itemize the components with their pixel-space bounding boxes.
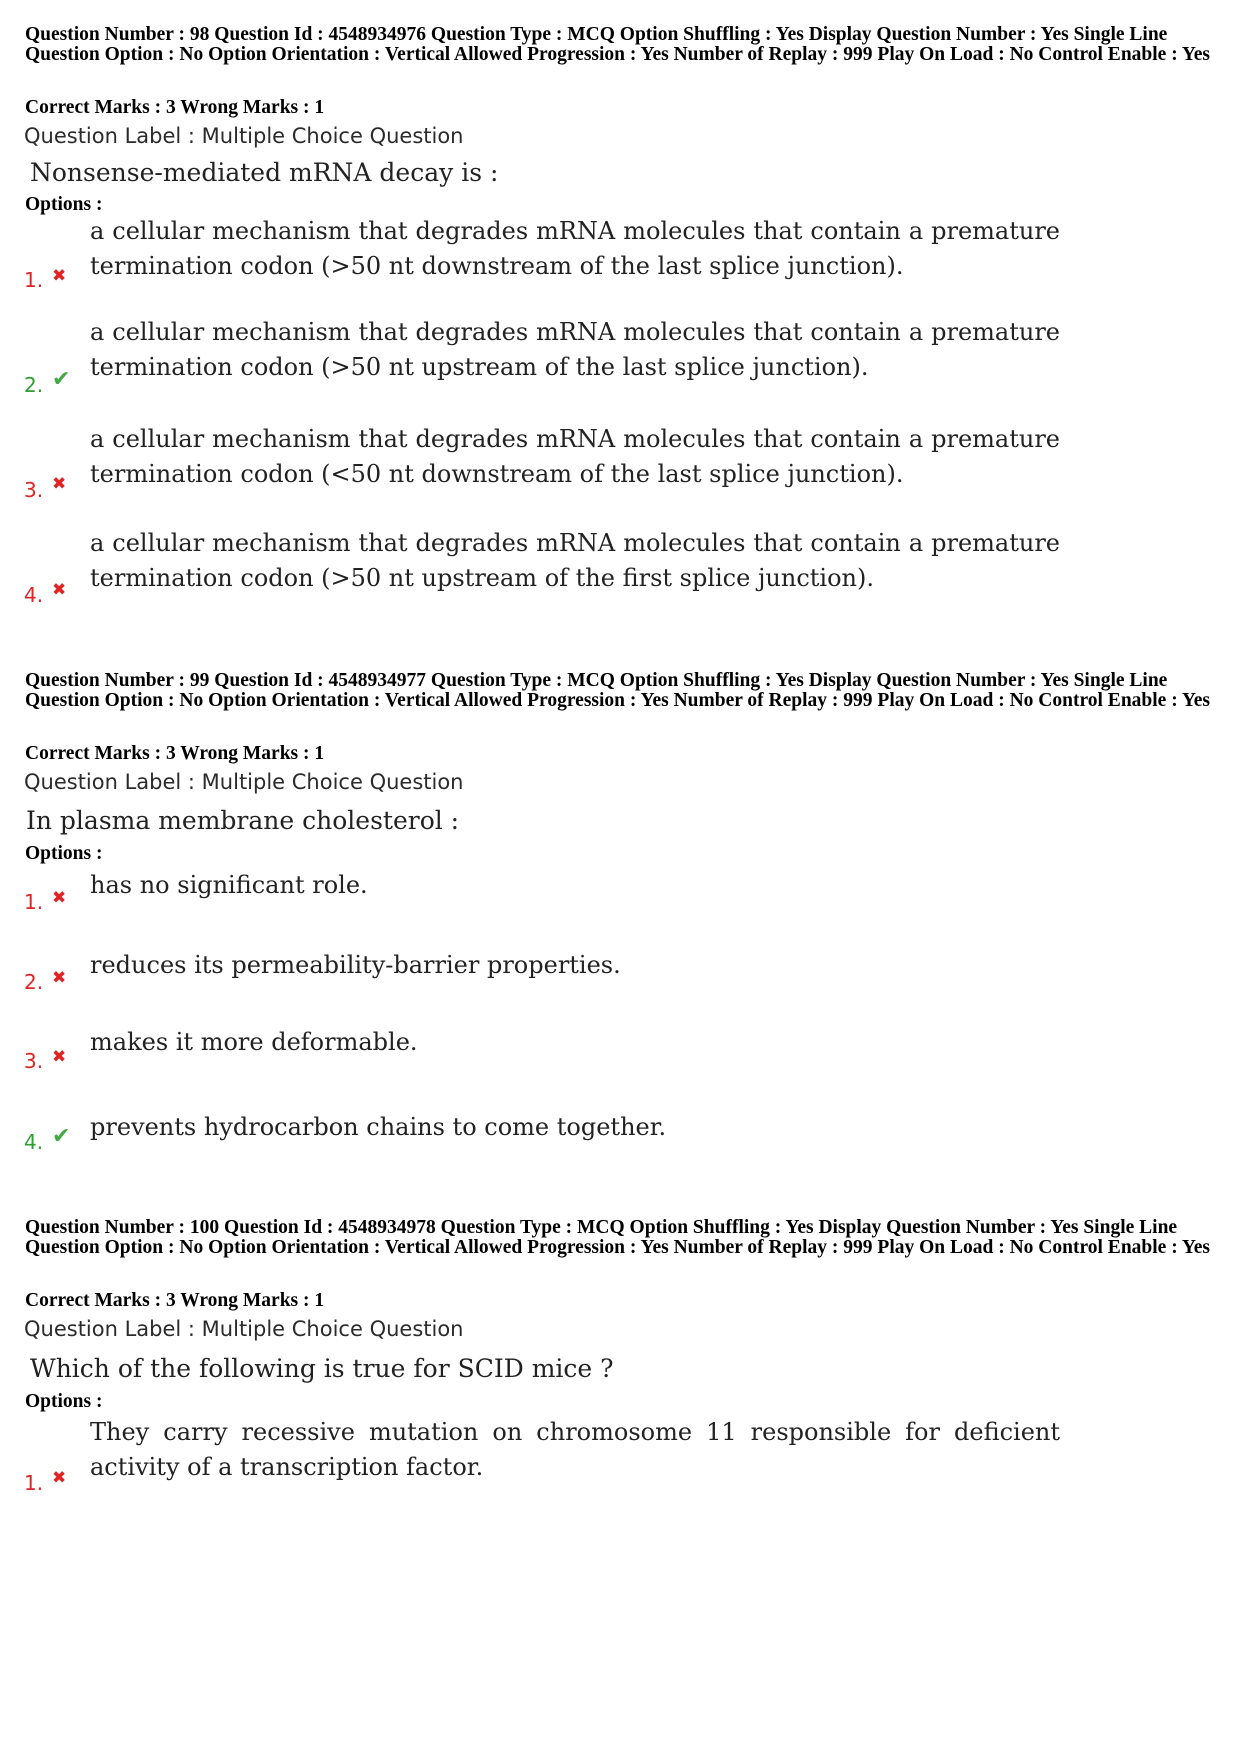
options-label: Options :	[25, 843, 103, 864]
question-text: Which of the following is true for SCID mice ?	[30, 1354, 614, 1383]
option-text: a cellular mechanism that degrades mRNA molecules that contain a premature termination codon (>50 nt upstream of the first splice junction).	[90, 529, 1060, 592]
option-number: 4.	[24, 583, 44, 607]
question-meta: Question Number : 100 Question Id : 4548934978 Question Type : MCQ Option Shuffling : Yes Display Question Number : Yes Single Line Question Option : No Option Orientation : Vertical Allowed Progression : Yes Number of Replay : 999 Play On Load : No Control Enable : Yes	[25, 1217, 1211, 1258]
option-text: a cellular mechanism that degrades mRNA molecules that contain a premature termination codon (>50 nt downstream of the last splice junction).	[90, 217, 1060, 280]
check-icon: ✔	[52, 367, 71, 392]
cross-icon: ✖	[52, 580, 67, 600]
option-text: has no significant role.	[90, 871, 368, 899]
cross-icon: ✖	[52, 1047, 67, 1067]
question-marks: Correct Marks : 3 Wrong Marks : 1	[25, 1290, 325, 1311]
option-text: a cellular mechanism that degrades mRNA molecules that contain a premature termination codon (<50 nt downstream of the last splice junction).	[90, 425, 1060, 488]
question-text: In plasma membrane cholesterol :	[26, 806, 460, 835]
option-number: 2.	[24, 373, 44, 397]
cross-icon: ✖	[52, 888, 67, 908]
cross-icon: ✖	[52, 1468, 67, 1488]
option-text: They carry recessive mutation on chromosome 11 responsible for deficient activity of a transcription factor.	[90, 1418, 1060, 1481]
option-number: 2.	[24, 970, 44, 994]
option-number: 1.	[24, 268, 44, 292]
question-meta: Question Number : 99 Question Id : 4548934977 Question Type : MCQ Option Shuffling : Yes Display Question Number : Yes Single Line Question Option : No Option Orientation : Vertical Allowed Progression : Yes Number of Replay : 999 Play On Load : No Control Enable : Yes	[25, 670, 1211, 711]
cross-icon: ✖	[52, 266, 67, 286]
question-label: Question Label : Multiple Choice Question	[24, 124, 464, 148]
option-number: 1.	[24, 890, 44, 914]
option-text: prevents hydrocarbon chains to come together.	[90, 1113, 667, 1141]
question-meta: Question Number : 98 Question Id : 4548934976 Question Type : MCQ Option Shuffling : Yes Display Question Number : Yes Single Line Question Option : No Option Orientation : Vertical Allowed Progression : Yes Number of Replay : 999 Play On Load : No Control Enable : Yes	[25, 24, 1211, 65]
check-icon: ✔	[52, 1124, 71, 1149]
cross-icon: ✖	[52, 474, 67, 494]
option-text: makes it more deformable.	[90, 1028, 418, 1056]
option-number: 4.	[24, 1130, 44, 1154]
question-label: Question Label : Multiple Choice Question	[24, 1317, 464, 1341]
question-marks: Correct Marks : 3 Wrong Marks : 1	[25, 743, 325, 764]
option-number: 3.	[24, 478, 44, 502]
option-number: 3.	[24, 1049, 44, 1073]
options-label: Options :	[25, 194, 103, 215]
question-label: Question Label : Multiple Choice Question	[24, 770, 464, 794]
question-text: Nonsense-mediated mRNA decay is :	[30, 158, 499, 187]
option-number: 1.	[24, 1471, 44, 1495]
option-text: a cellular mechanism that degrades mRNA molecules that contain a premature termination codon (>50 nt upstream of the last splice junction).	[90, 318, 1060, 381]
question-marks: Correct Marks : 3 Wrong Marks : 1	[25, 97, 325, 118]
options-label: Options :	[25, 1391, 103, 1412]
cross-icon: ✖	[52, 968, 67, 988]
option-text: reduces its permeability-barrier properties.	[90, 951, 621, 979]
